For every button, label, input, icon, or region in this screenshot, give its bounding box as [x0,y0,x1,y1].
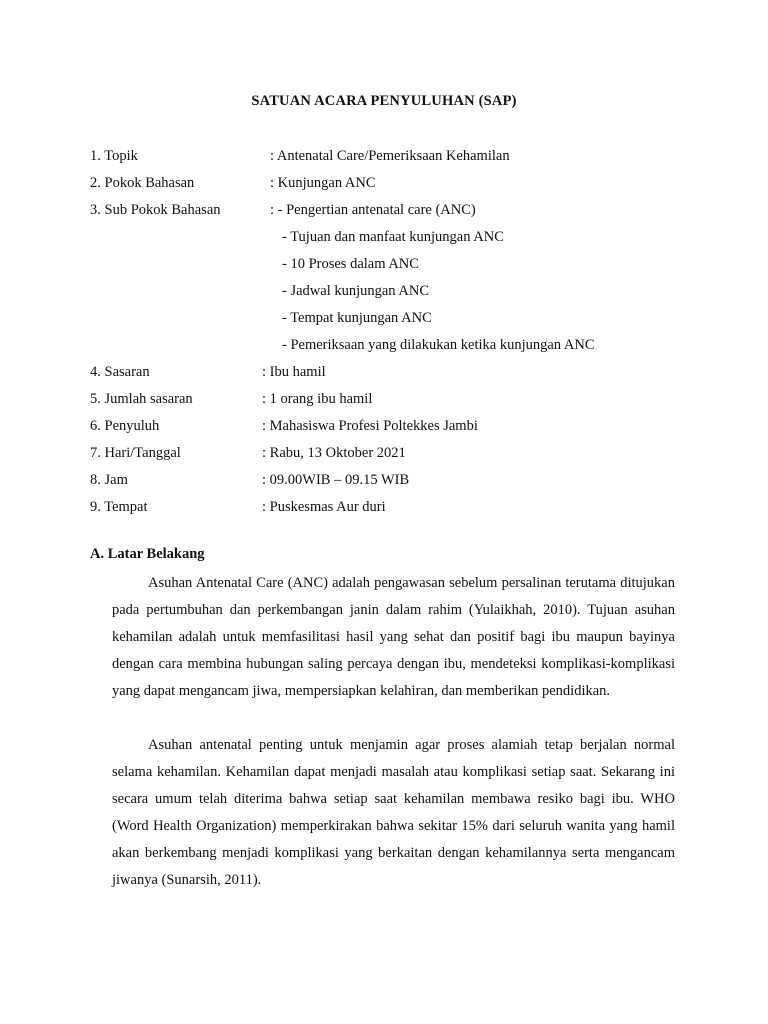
info-value: : Ibu hamil [262,364,326,380]
info-label: 5. Jumlah sasaran [90,391,193,407]
info-value: - Pemeriksaan yang dilakukan ketika kunjungan ANC [282,337,595,353]
info-value: : Kunjungan ANC [270,175,376,191]
section-heading: A. Latar Belakang [90,546,205,562]
info-row-jam [90,469,730,496]
info-value: : Antenatal Care/Pemeriksaan Kehamilan [270,148,510,164]
info-row-pokok-bahasan [90,172,730,199]
info-row-sub-pokok-bahasan [90,199,730,226]
info-value: : Mahasiswa Profesi Poltekkes Jambi [262,418,478,434]
info-value: : 1 orang ibu hamil [262,391,373,407]
info-label: 7. Hari/Tanggal [90,445,181,461]
info-label: 6. Penyuluh [90,418,160,434]
info-value: - Tujuan dan manfaat kunjungan ANC [282,229,504,245]
info-row-sub-item [90,226,730,253]
info-table [90,145,730,523]
info-value: - Tempat kunjungan ANC [282,310,432,326]
info-row-topik [90,145,730,172]
info-value: : 09.00WIB – 09.15 WIB [262,472,410,488]
info-row-sub-item [90,280,730,307]
info-label: 4. Sasaran [90,364,150,380]
document-title: SATUAN ACARA PENYULUHAN (SAP) [251,93,517,109]
info-row-tempat [90,496,730,523]
info-row-penyuluh [90,415,730,442]
info-value: : - Pengertian antenatal care (ANC) [270,202,476,218]
info-row-hari-tanggal [90,442,730,469]
info-row-jumlah-sasaran [90,388,730,415]
info-label: 8. Jam [90,472,128,488]
info-value: - 10 Proses dalam ANC [282,256,419,272]
info-row-sub-item [90,334,730,361]
info-label: 2. Pokok Bahasan [90,175,195,191]
info-row-sub-item [90,253,730,280]
paragraph: Asuhan Antenatal Care (ANC) adalah pengawasan sebelum persalinan terutama ditujukan pada pertumbuhan dan perkembangan janin dalam rahim (Yulaikhah, 2010). Tujuan asuhan kehamilan adalah untuk memfasilitasi hasil yang sehat dan positif bagi ibu maupun bayinya dengan cara membina hubungan saling percaya dengan ibu, mendeteksi komplikasi-komplikasi yang dapat mengancam jiwa, mempersiapkan kelahiran, dan memberikan pendidikan. [112,575,675,699]
info-value: - Jadwal kunjungan ANC [282,283,429,299]
info-row-sub-item [90,307,730,334]
info-label: 3. Sub Pokok Bahasan [90,202,221,218]
info-value: : Puskesmas Aur duri [262,499,386,515]
info-row-sasaran [90,361,730,388]
paragraph: Asuhan antenatal penting untuk menjamin agar proses alamiah tetap berjalan normal selama kehamilan. Kehamilan dapat menjadi masalah atau komplikasi setiap saat. Sekarang ini secara umum telah diterima bahwa setiap saat kehamilan membawa resiko bagi ibu. WHO (Word Health Organization) memperkirakan bahwa sekitar 15% dari seluruh wanita yang hamil akan berkembang menjadi komplikasi yang berkaitan dengan kehamilannya serta mengancam jiwanya (Sunarsih, 2011). [112,737,675,888]
info-label: 1. Topik [90,148,138,164]
info-value: : Rabu, 13 Oktober 2021 [262,445,406,461]
info-label: 9. Tempat [90,499,148,515]
